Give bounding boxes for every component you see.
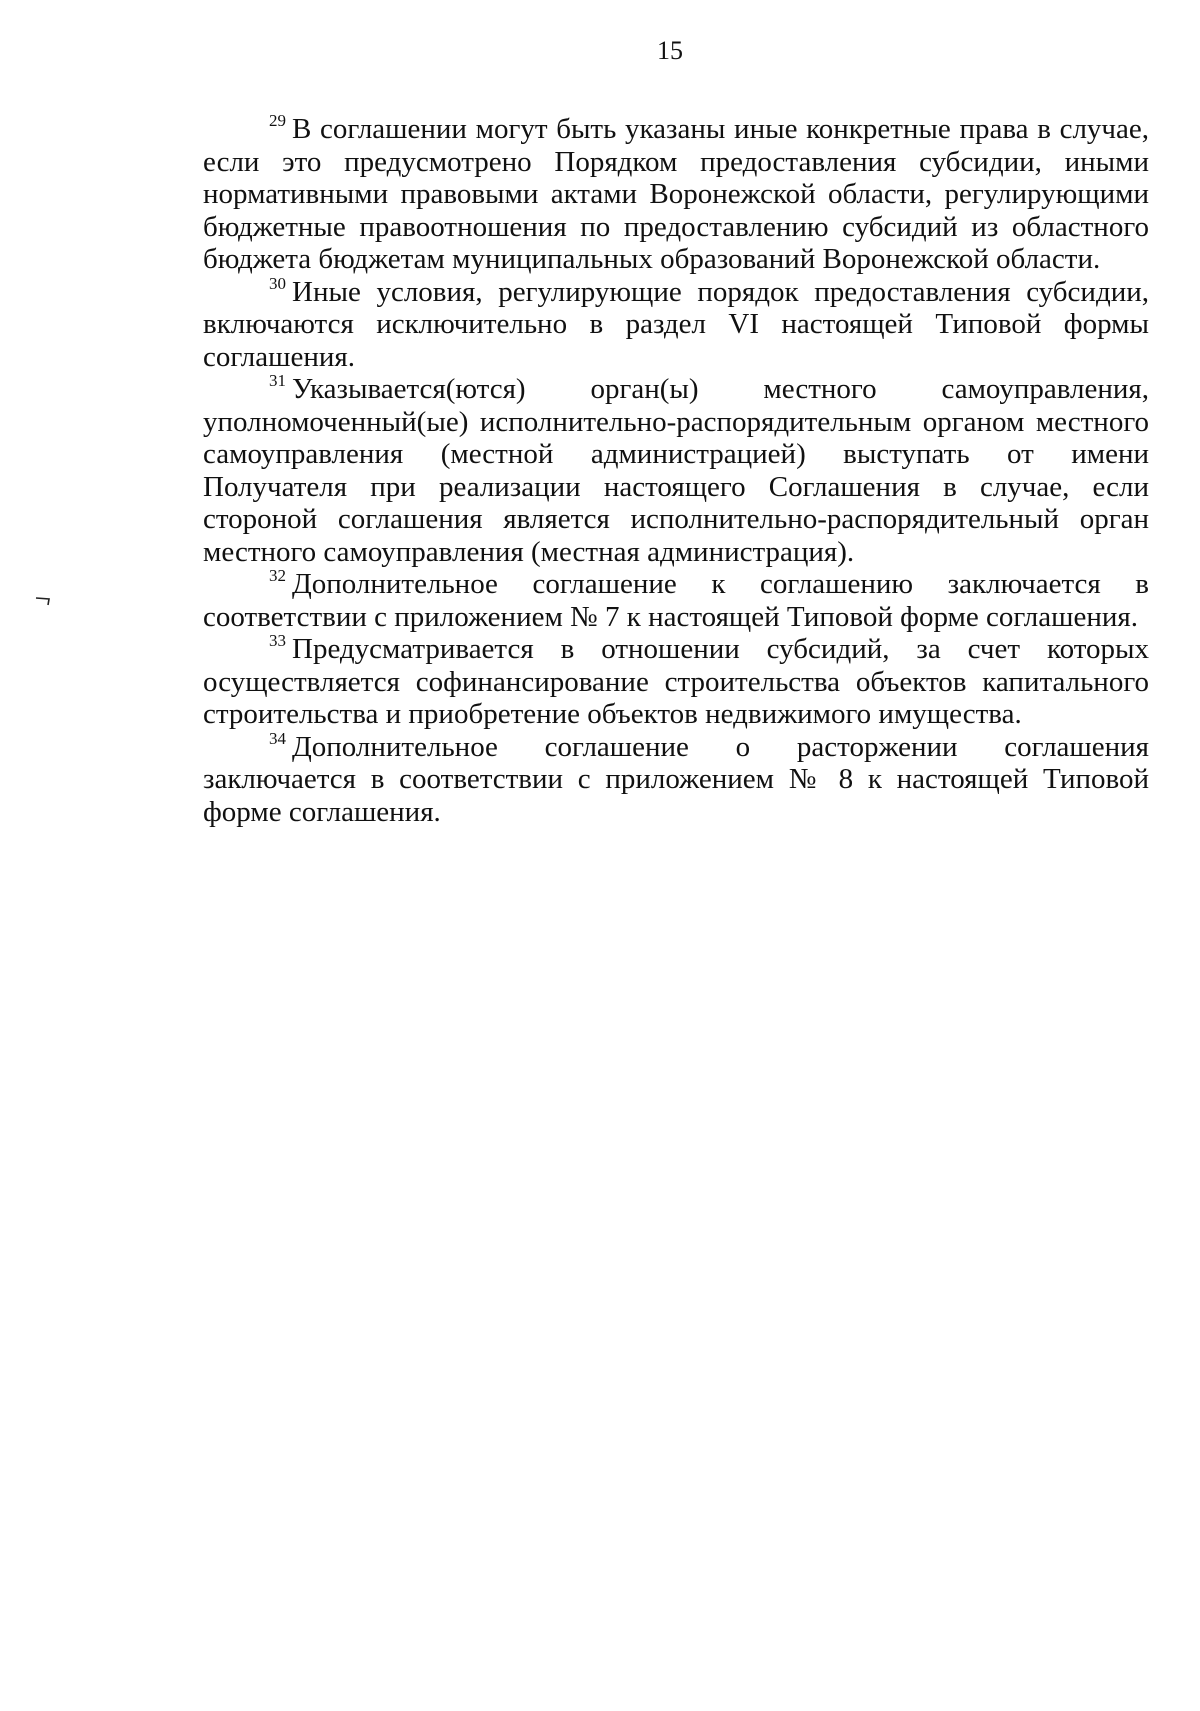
footnote-34 xyxy=(203,728,1149,829)
footnote-number: 34 xyxy=(269,728,286,748)
footnote-text: Дополнительное соглашение о расторжении соглашения заключается в соответствии с приложением № 8 к настоящей Типовой форме соглашения. xyxy=(203,730,1149,828)
footnote-number: 32 xyxy=(269,566,286,585)
footnote-number: 30 xyxy=(269,273,286,293)
footnote-31 xyxy=(203,373,1149,568)
footnote-number: 33 xyxy=(269,631,286,650)
footnote-33 xyxy=(203,633,1149,731)
footnote-text: В соглашении могут быть указаны иные конкретные права в случае, если это предусмотрено Порядком предоставления субсидии, иными нормативными правовыми актами Воронежской области, регулирующими бюджетные правоотношения по предоставлению субсидий из областного бюджета бюджетам муниципальных образований Воронежской области. xyxy=(203,113,1149,275)
margin-mark xyxy=(35,596,51,606)
footnote-text: Дополнительное соглашение к соглашению заключается в соответствии с приложением № 7 к настоящей Типовой форме соглашения. xyxy=(203,568,1149,633)
footnote-32 xyxy=(203,568,1149,633)
footnote-number: 31 xyxy=(269,371,286,390)
footnotes-section xyxy=(203,113,1149,828)
footnote-text: Предусматривается в отношении субсидий, за счет которых осуществляется софинансирование строительства объектов капитального строительства и приобретение объектов недвижимого имущества. xyxy=(203,633,1149,730)
page-number: 15 xyxy=(657,36,683,65)
footnote-text: Указывается(ются) орган(ы) местного самоуправления, уполномоченный(ые) исполнительно-распорядительным органом местного самоуправления (местной администрацией) выступать от имени Получателя при реализации настоящего Соглашения в случае, если стороной соглашения является исполнительно-распорядительный орган местного самоуправления (местная администрация). xyxy=(203,373,1149,568)
footnote-number: 29 xyxy=(269,111,286,130)
footnote-text: Иные условия, регулирующие порядок предоставления субсидии, включаются исключительно в раздел VI настоящей Типовой формы соглашения. xyxy=(203,275,1149,373)
footnote-30 xyxy=(203,273,1149,374)
footnote-29 xyxy=(203,113,1149,276)
